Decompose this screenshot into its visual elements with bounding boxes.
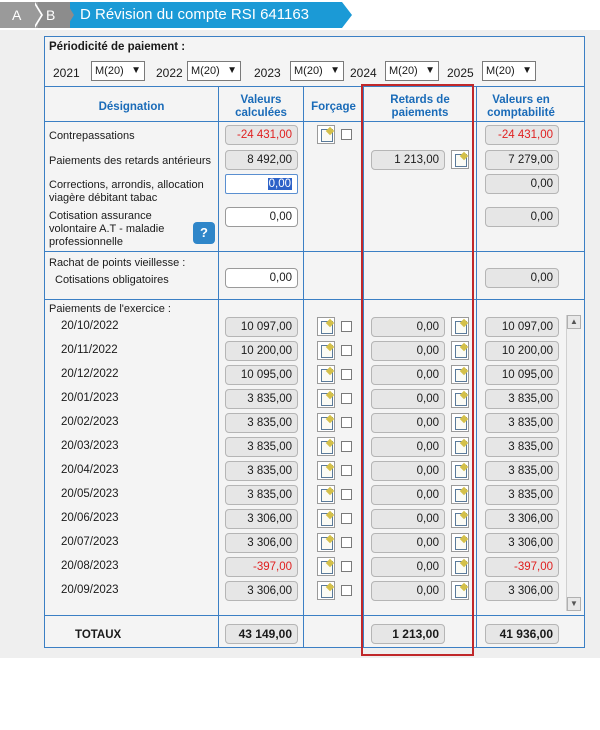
- payment-calc-value: 3 306,00: [225, 509, 298, 529]
- payment-date: 20/08/2023: [61, 560, 119, 572]
- payment-date: 20/05/2023: [61, 488, 119, 500]
- payment-calc-value: -397,00: [225, 557, 298, 577]
- note-icon[interactable]: [317, 317, 335, 336]
- payment-compta-value: -397,00: [485, 557, 559, 577]
- row-label-cotisations-obligatoires: Cotisations obligatoires: [55, 274, 169, 286]
- row-label-contrepassations: Contrepassations: [49, 130, 135, 142]
- year-label: 2025: [447, 66, 474, 80]
- select-value: M(20): [486, 65, 515, 77]
- year-label: 2023: [254, 66, 281, 80]
- payment-retard-value: 0,00: [371, 437, 445, 457]
- payment-calc-value: 3 835,00: [225, 413, 298, 433]
- note-icon[interactable]: [317, 509, 335, 528]
- highlight-retards-column: [361, 84, 474, 656]
- force-checkbox[interactable]: [341, 465, 352, 476]
- force-checkbox[interactable]: [341, 489, 352, 500]
- column-divider: [476, 86, 477, 648]
- periodicity-select-2022[interactable]: [187, 61, 241, 81]
- calc-value: -24 431,00: [225, 125, 298, 145]
- select-value: M(20): [389, 65, 418, 77]
- payment-retard-value: 0,00: [371, 341, 445, 361]
- periodicity-select-2024[interactable]: [385, 61, 439, 81]
- divider: [45, 299, 584, 300]
- payment-retard-value: 0,00: [371, 533, 445, 553]
- note-icon[interactable]: [317, 485, 335, 504]
- chevron-down-icon: ▼: [330, 65, 340, 76]
- note-icon[interactable]: [317, 125, 335, 144]
- payment-compta-value: 3 835,00: [485, 485, 559, 505]
- periodicity-select-2021[interactable]: [91, 61, 145, 81]
- breadcrumb-step-a[interactable]: A: [0, 2, 40, 28]
- force-checkbox[interactable]: [341, 417, 352, 428]
- payment-calc-value: 3 835,00: [225, 389, 298, 409]
- payment-retard-value: 0,00: [371, 509, 445, 529]
- breadcrumb-step-b[interactable]: B: [38, 2, 72, 28]
- compta-value: -24 431,00: [485, 125, 559, 145]
- breadcrumb-arrow-d: [342, 2, 352, 28]
- payment-date: 20/06/2023: [61, 512, 119, 524]
- force-checkbox[interactable]: [341, 561, 352, 572]
- payment-compta-value: 3 306,00: [485, 533, 559, 553]
- force-checkbox[interactable]: [341, 441, 352, 452]
- note-icon[interactable]: [317, 413, 335, 432]
- payments-title: Paiements de l'exercice :: [49, 303, 171, 315]
- payment-retard-value: 0,00: [371, 317, 445, 337]
- payments-scrollbar[interactable]: [566, 315, 581, 611]
- payment-compta-value: 10 097,00: [485, 317, 559, 337]
- breadcrumb-step-d[interactable]: D Révision du compte RSI 641163: [70, 2, 342, 28]
- select-value: M(20): [95, 65, 124, 77]
- note-icon[interactable]: [317, 365, 335, 384]
- header-forcage: Forçage: [311, 100, 356, 113]
- account-review-form: [44, 36, 585, 648]
- force-checkbox[interactable]: [341, 393, 352, 404]
- cotisations-obligatoires-input[interactable]: 0,00: [225, 268, 298, 288]
- payment-date: 20/12/2022: [61, 368, 119, 380]
- payment-calc-value: 3 306,00: [225, 581, 298, 601]
- payment-retard-value: 0,00: [371, 485, 445, 505]
- payment-date: 20/02/2023: [61, 416, 119, 428]
- column-divider: [303, 86, 304, 648]
- total-retard-value: 1 213,00: [371, 624, 445, 644]
- total-calc-value: 43 149,00: [225, 624, 298, 644]
- payment-retard-value: 0,00: [371, 389, 445, 409]
- select-value: M(20): [191, 65, 220, 77]
- force-checkbox[interactable]: [341, 345, 352, 356]
- payment-compta-value: 10 095,00: [485, 365, 559, 385]
- note-icon[interactable]: [317, 389, 335, 408]
- force-checkbox[interactable]: [341, 369, 352, 380]
- breadcrumb: [0, 0, 600, 30]
- column-divider: [218, 86, 219, 648]
- year-label: 2021: [53, 66, 80, 80]
- force-checkbox[interactable]: [341, 129, 352, 140]
- compta-value: 7 279,00: [485, 150, 559, 170]
- payment-calc-value: 10 097,00: [225, 317, 298, 337]
- payment-compta-value: 3 835,00: [485, 389, 559, 409]
- payment-date: 20/03/2023: [61, 440, 119, 452]
- payment-date: 20/01/2023: [61, 392, 119, 404]
- divider: [45, 251, 584, 252]
- row-label-rachat: Rachat de points vieillesse :: [49, 257, 186, 269]
- note-icon[interactable]: [317, 461, 335, 480]
- content-panel: [0, 30, 600, 658]
- header-designation: Désignation: [98, 100, 165, 113]
- payment-calc-value: 10 200,00: [225, 341, 298, 361]
- divider: [45, 615, 584, 616]
- force-checkbox[interactable]: [341, 513, 352, 524]
- note-icon[interactable]: [317, 437, 335, 456]
- payment-compta-value: 3 835,00: [485, 461, 559, 481]
- header-retards: Retards de paiements: [390, 94, 450, 119]
- calc-value: 8 492,00: [225, 150, 298, 170]
- scroll-up-icon[interactable]: ▲: [567, 315, 581, 329]
- retard-value: 1 213,00: [371, 150, 445, 170]
- periodicity-select-2023[interactable]: [290, 61, 344, 81]
- note-icon[interactable]: [317, 581, 335, 600]
- header-valeurs-calculees: Valeurs calculées: [235, 94, 287, 119]
- year-label: 2024: [350, 66, 377, 80]
- header-valeurs-compta: Valeurs en comptabilité: [487, 94, 555, 119]
- row-label-paiements-retards: Paiements des retards antérieurs: [49, 155, 212, 167]
- payment-date: 20/09/2023: [61, 584, 119, 596]
- chevron-down-icon: ▼: [131, 65, 141, 76]
- scroll-down-icon[interactable]: ▼: [567, 597, 581, 611]
- select-value: M(20): [294, 65, 323, 77]
- payment-retard-value: 0,00: [371, 581, 445, 601]
- payment-retard-value: 0,00: [371, 365, 445, 385]
- chevron-down-icon: ▼: [522, 65, 532, 76]
- year-label: 2022: [156, 66, 183, 80]
- payment-compta-value: 3 835,00: [485, 437, 559, 457]
- payment-calc-value: 3 835,00: [225, 437, 298, 457]
- total-compta-value: 41 936,00: [485, 624, 559, 644]
- payment-compta-value: 3 306,00: [485, 581, 559, 601]
- chevron-down-icon: ▼: [227, 65, 237, 76]
- payment-date: 20/11/2022: [61, 344, 118, 356]
- breadcrumb-arrow-a: [33, 2, 41, 28]
- compta-value: 0,00: [485, 174, 559, 194]
- compta-value: 0,00: [485, 268, 559, 288]
- row-label-cotisation-at: Cotisation assurance volontaire A.T - maladie professionnelle: [49, 210, 165, 248]
- payment-compta-value: 10 200,00: [485, 341, 559, 361]
- payment-calc-value: 3 835,00: [225, 461, 298, 481]
- periodicity-title: Périodicité de paiement :: [49, 41, 186, 53]
- note-icon[interactable]: [317, 533, 335, 552]
- chevron-down-icon: ▼: [425, 65, 435, 76]
- compta-value: 0,00: [485, 207, 559, 227]
- note-icon[interactable]: [317, 557, 335, 576]
- help-icon[interactable]: ?: [193, 222, 215, 244]
- payment-calc-value: 3 306,00: [225, 533, 298, 553]
- payment-calc-value: 3 835,00: [225, 485, 298, 505]
- breadcrumb-arrow-b: [66, 2, 74, 28]
- payment-compta-value: 3 835,00: [485, 413, 559, 433]
- totals-label: TOTAUX: [75, 629, 122, 641]
- payment-date: 20/04/2023: [61, 464, 119, 476]
- payment-retard-value: 0,00: [371, 413, 445, 433]
- payment-retard-value: 0,00: [371, 557, 445, 577]
- corrections-input-value: 0,00: [268, 178, 291, 190]
- cotisation-at-input[interactable]: 0,00: [225, 207, 298, 227]
- payment-calc-value: 10 095,00: [225, 365, 298, 385]
- periodicity-select-2025[interactable]: [482, 61, 536, 81]
- force-checkbox[interactable]: [341, 537, 352, 548]
- row-label-corrections: Corrections, arrondis, allocation viagère débitant tabac: [49, 179, 204, 204]
- payment-compta-value: 3 306,00: [485, 509, 559, 529]
- force-checkbox[interactable]: [341, 321, 352, 332]
- payment-date: 20/10/2022: [61, 320, 119, 332]
- force-checkbox[interactable]: [341, 585, 352, 596]
- corrections-input[interactable]: [225, 174, 298, 194]
- payment-date: 20/07/2023: [61, 536, 119, 548]
- note-icon[interactable]: [317, 341, 335, 360]
- payment-retard-value: 0,00: [371, 461, 445, 481]
